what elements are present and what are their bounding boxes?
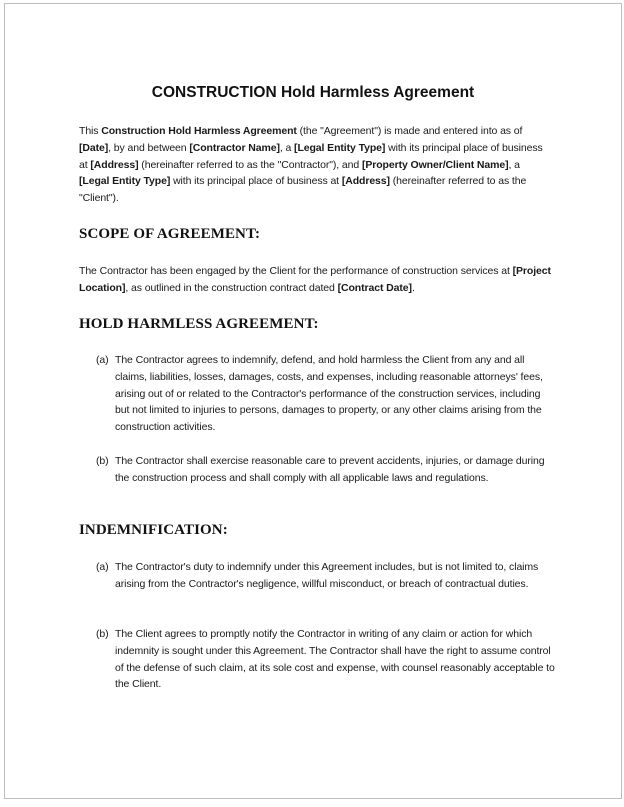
intro-agreement-name: Construction Hold Harmless Agreement <box>101 125 297 137</box>
intro-client-name-placeholder: [Property Owner/Client Name] <box>361 158 509 171</box>
intro-text-3: , by and between <box>108 141 190 154</box>
intro-contractor-name-placeholder: [Contractor Name] <box>189 141 280 154</box>
scope-text-1: The Contractor has been engaged by the Client for the performance of construction services at <box>79 265 513 277</box>
intro-paragraph <box>79 123 551 207</box>
hold-harmless-heading: HOLD HARMLESS AGREEMENT: <box>79 316 319 332</box>
document-title: CONSTRUCTION Hold Harmless Agreement <box>151 84 475 101</box>
intro-text-7: , a <box>508 158 520 171</box>
intro-contractor-address-placeholder: [Address] <box>90 158 139 171</box>
indemnification-item-a <box>96 559 556 593</box>
indemnification-item-b <box>96 626 556 693</box>
intro-text-5: with its principal place of business at <box>79 141 543 171</box>
hold-harmless-item-b <box>96 453 556 487</box>
list-marker: (b) <box>96 455 109 467</box>
list-marker: (b) <box>96 628 109 640</box>
hold-harmless-item-a <box>96 352 556 436</box>
intro-text-8: with its principal place of business at <box>170 175 342 188</box>
list-item-text: The Contractor shall exercise reasonable care to prevent accidents, injuries, or damage during the construction process and shall comply with all applicable laws and regulations. <box>115 455 545 484</box>
intro-text-2: (the "Agreement") is made and entered into as of <box>296 125 523 137</box>
list-item-text: The Contractor agrees to indemnify, defend, and hold harmless the Client from any and all claims, liabilities, losses, damages, costs, and expenses, including reasonable attorneys' fees, arising out of or related to the Contractor's performance of the construction services, including but not limited to injuries to persons, damages to property, or any other claims arising from the construction activities. <box>115 354 543 434</box>
intro-contractor-entity-placeholder: [Legal Entity Type] <box>294 141 386 154</box>
list-item-text: The Client agrees to promptly notify the Contractor in writing of any claim or action for which indemnity is sought under this Agreement. The Contractor shall have the right to assume control of the defense of such claim, at its sole cost and expense, with counsel reasonably acceptable to the Client. <box>115 628 555 691</box>
intro-text-6: (hereinafter referred to as the "Contractor"), and <box>138 158 362 171</box>
intro-client-address-placeholder: [Address] <box>341 175 390 188</box>
list-item-text: The Contractor's duty to indemnify under this Agreement includes, but is not limited to, claims arising from the Contractor's negligence, willful misconduct, or breach of contractual duties. <box>115 561 539 590</box>
intro-client-entity-placeholder: [Legal Entity Type] <box>79 175 171 188</box>
document-page <box>4 3 622 799</box>
scope-paragraph <box>79 263 551 297</box>
scope-contract-date-placeholder: [Contract Date] <box>337 281 412 294</box>
scope-text-3: . <box>411 281 415 294</box>
indemnification-heading: INDEMNIFICATION: <box>79 522 228 538</box>
scope-heading: SCOPE OF AGREEMENT: <box>79 226 261 242</box>
list-marker: (a) <box>96 561 109 573</box>
intro-text-1: This <box>79 125 102 137</box>
scope-project-location-placeholder: [Project Location] <box>79 265 551 294</box>
intro-text-9: (hereinafter referred to as the "Client"). <box>79 175 527 205</box>
intro-date-placeholder: [Date] <box>79 141 109 154</box>
list-marker: (a) <box>96 354 109 366</box>
intro-text-4: , a <box>279 141 295 154</box>
scope-text-2: , as outlined in the construction contract dated <box>125 281 338 294</box>
